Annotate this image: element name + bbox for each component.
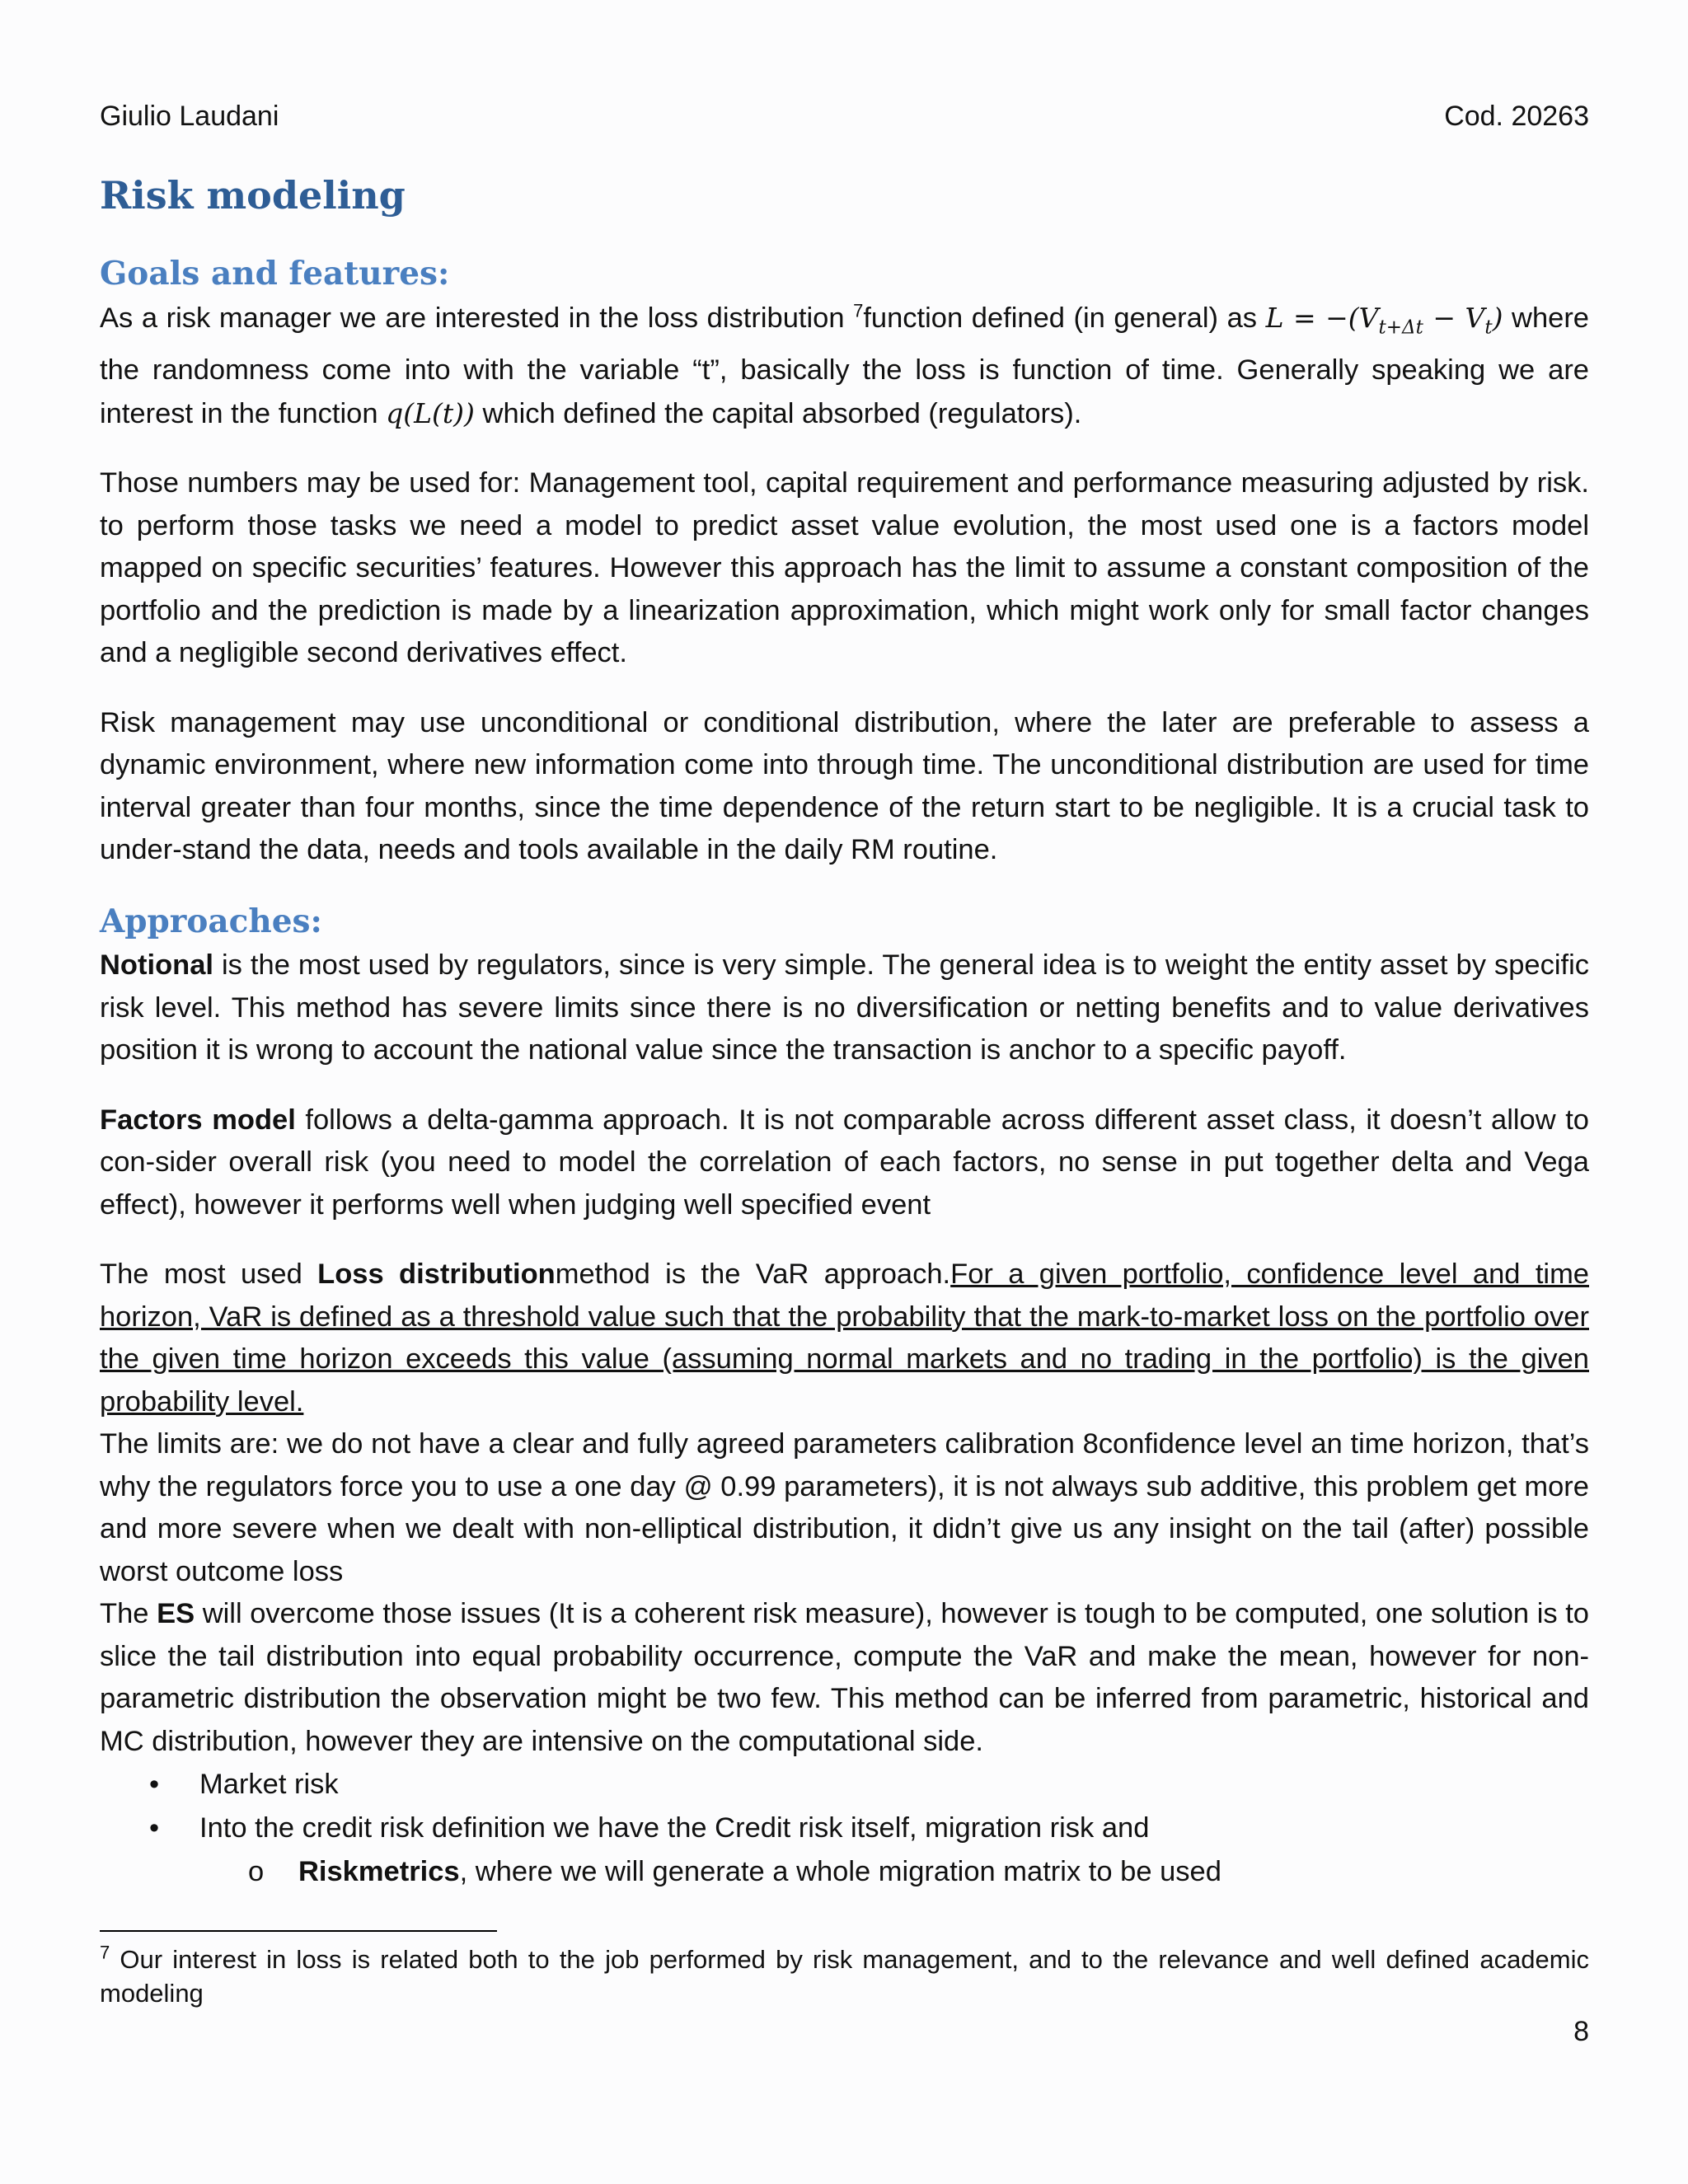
- list-item: • Market risk: [149, 1769, 339, 1800]
- approaches-heading: Approaches:: [100, 902, 322, 940]
- factors-paragraph: Factors model follows a delta-gamma approach. It is not comparable across different asset class, it doesn’t allow to con-sider overall risk (you need to model the correlation of each factors, no sense in put together delta and Vega effect), however it performs well when judging well specified event: [100, 1104, 1589, 1221]
- author-name: Giulio Laudani: [100, 101, 279, 132]
- limits-paragraph: The limits are: we do not have a clear and fully agreed parameters calibration 8confidence level an time horizon, that’s why the regulators force you to use a one day @ 0.99 parameters), it is not always sub additive, this problem get more and more severe when we dealt with non-elliptical distribution, it didn’t give us any insight on the tail (after) possible worst outcome loss: [100, 1428, 1589, 1587]
- loss-distribution-paragraph: The most used Loss distributionmethod is the VaR approach.For a given portfolio, confidence level and time horizon, VaR is defined as a threshold value such that the probability that the mark-to-market loss on the portfolio over the given time horizon exceeds this value (assuming normal markets and no trading in the portfolio) is the given probability level.: [100, 1258, 1589, 1418]
- footnote-ref[interactable]: 7: [853, 300, 864, 321]
- page-header: [100, 96, 1589, 137]
- list-item: • Into the credit risk definition we have the Credit risk itself, migration risk and: [149, 1812, 1150, 1844]
- loss-formula: $L = -(V_{t+\Delta t} - V_t)$: [1265, 302, 1503, 339]
- goals-paragraph-3: Risk management may use unconditional or conditional distribution, where the later are preferable to assess a dynamic environment, where new information come into through time. The unconditional distribution are used for time interval greater than four months, since the time dependence of the return start to be negligible. It is a crucial task to under-stand the data, needs and tools available in the daily RM routine.: [100, 706, 1589, 866]
- es-paragraph: The ES will overcome those issues (It is a coherent risk measure), however is tough to be computed, one solution is to slice the tail distribution into equal probability occurrence, compute the VaR and make the mean, however for non-parametric distribution the observation might be two few. This method can be inferred from parametric, historical and MC distribution, however they are intensive on the computational side.: [100, 1598, 1589, 1757]
- goals-paragraph-2: Those numbers may be used for: Management tool, capital requirement and performance measuring adjusted by risk. to perform those tasks we need a model to predict asset value evolution, the most used one is a factors model mapped on specific securities’ features. However this approach has the limit to assume a constant composition of the portfolio and the prediction is made by a linearization approximation, which might work only for small factor changes and a negligible second derivatives effect.: [100, 467, 1589, 669]
- var-definition: For a given portfolio, confidence level and time horizon, VaR is defined as a threshold value such that the probability that the mark-to-market loss on the portfolio over the given time horizon exceeds this value (assuming normal markets and no trading in the portfolio) is the given probability level.: [100, 1258, 1589, 1418]
- list-item: o Riskmetrics, where we will generate a whole migration matrix to be used: [248, 1856, 1221, 1887]
- goals-paragraph-1: As a risk manager we are interested in the loss distribution $^7$function defined (in general) as $L = -(V_{t+\Delta t} - V_t)$ where the randomness come into with the variable “t”, basically the loss is function of time. Generally speaking we are interest in the function q(L(t)) which defined the capital absorbed (regulators).: [100, 300, 1589, 429]
- footnote-number: 7: [100, 1942, 110, 1963]
- capital-formula: q(L(t)): [386, 396, 475, 429]
- risk-bullet-list: [100, 1763, 1589, 1850]
- footnote-separator: [100, 1930, 497, 1932]
- page-number: 8: [1573, 2016, 1589, 2047]
- goals-section: [100, 251, 1589, 872]
- course-code: Cod. 20263: [1444, 101, 1589, 132]
- sub-bullet-list: [100, 1850, 1589, 1894]
- notional-paragraph: Notional is the most used by regulators, since is very simple. The general idea is to weight the entity asset by specific risk level. This method has severe limits since there is no diversification or netting benefits and to value derivatives position it is wrong to account the national value since the transaction is anchor to a specific payoff.: [100, 949, 1589, 1066]
- page-title: Risk modeling: [100, 173, 406, 218]
- approaches-section: [100, 898, 1589, 1894]
- goals-heading: Goals and features:: [100, 255, 450, 293]
- footnote: $^7$ Our interest in loss is related both to the job performed by risk management, and to the relevance and well defined academic modeling: [100, 1942, 1589, 2008]
